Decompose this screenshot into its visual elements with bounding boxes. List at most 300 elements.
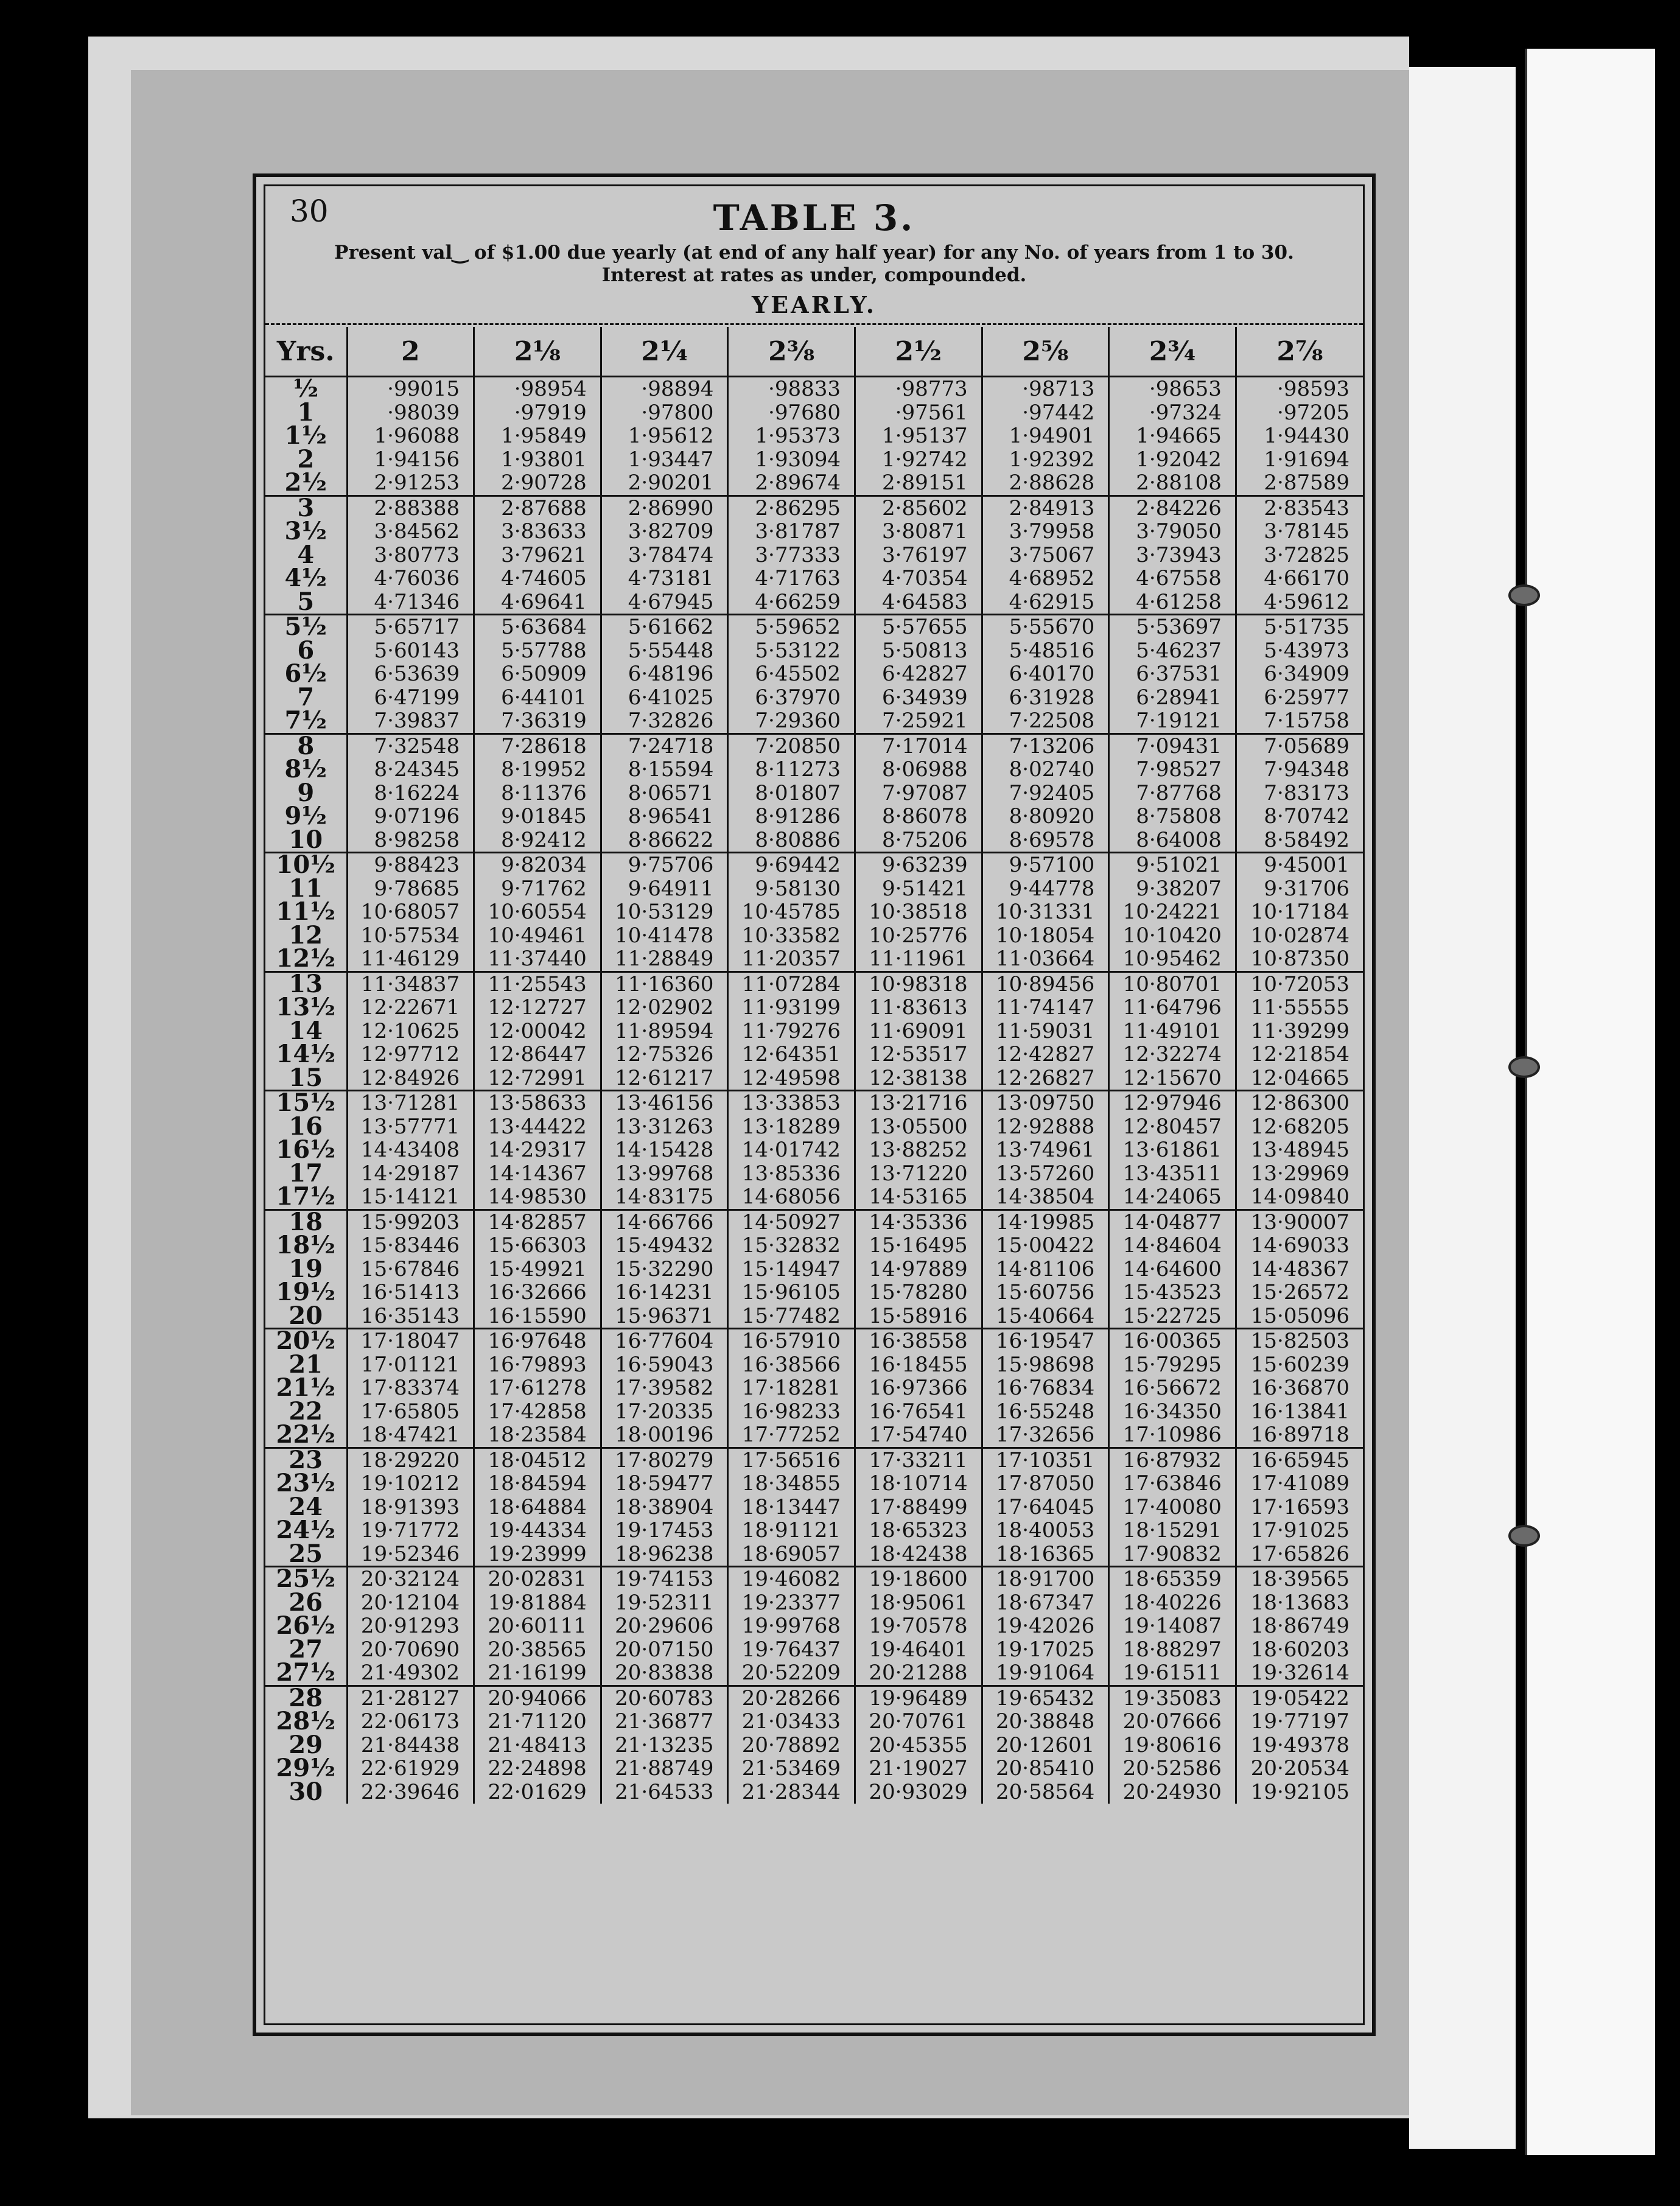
present-value: 2·86990 — [628, 495, 714, 520]
present-value: 16·57910 — [741, 1329, 841, 1353]
present-value: 19·49378 — [1250, 1732, 1349, 1757]
year-label: 19 — [289, 1254, 323, 1283]
rate-column-cell — [1109, 1686, 1236, 1804]
present-value: 15·60239 — [1250, 1352, 1349, 1377]
rate-column-cell — [347, 734, 474, 853]
years-cell — [265, 374, 347, 497]
present-value: 1·93094 — [755, 447, 841, 472]
rate-column-cell — [474, 1091, 601, 1210]
present-value: 16·87932 — [1122, 1448, 1222, 1472]
present-value: 7·36319 — [501, 709, 587, 733]
rate-column-cell — [347, 972, 474, 1091]
present-value: 15·96371 — [615, 1303, 714, 1328]
year-label: 14 — [289, 1016, 323, 1045]
present-value: 9·82034 — [501, 853, 587, 877]
present-value: 17·88499 — [869, 1494, 968, 1519]
rate-column-cell — [474, 972, 601, 1091]
rate-column-cell — [982, 1567, 1109, 1686]
rate-column-cell — [728, 377, 855, 496]
present-value: 11·83613 — [869, 995, 968, 1020]
present-value: 17·33211 — [869, 1448, 968, 1472]
present-value: 19·46401 — [869, 1637, 968, 1662]
present-value: 20·78892 — [741, 1732, 841, 1757]
present-value: 13·33853 — [741, 1091, 841, 1115]
present-value: 12·21854 — [1250, 1042, 1349, 1066]
present-value: 11·89594 — [615, 1018, 714, 1043]
rate-column-cell — [855, 1329, 982, 1448]
present-value: 19·14087 — [1122, 1614, 1222, 1638]
year-label: 7½ — [284, 706, 327, 735]
present-value: 18·00196 — [615, 1423, 714, 1447]
year-label: 27 — [289, 1634, 323, 1664]
present-value: 19·77197 — [1250, 1709, 1349, 1734]
rate-column-cell — [1236, 377, 1363, 496]
present-value: 1·94901 — [1009, 424, 1095, 448]
present-value: 1·95612 — [628, 424, 714, 448]
present-value: 2·89151 — [882, 471, 968, 495]
present-value: 1·92392 — [1009, 447, 1095, 472]
present-value: 16·77604 — [615, 1329, 714, 1353]
rate-column-cell — [601, 1329, 728, 1448]
present-value: 21·71120 — [488, 1709, 587, 1734]
present-value: 20·58564 — [996, 1779, 1095, 1804]
year-label: 22 — [289, 1396, 323, 1426]
present-value: 18·88297 — [1122, 1637, 1222, 1662]
year-label: 1½ — [284, 421, 327, 450]
present-value: 14·64600 — [1122, 1256, 1222, 1281]
present-value: 8·15594 — [628, 757, 714, 782]
year-label: 2½ — [284, 468, 327, 497]
year-label: 21½ — [276, 1373, 335, 1402]
rate-column-cell — [855, 1210, 982, 1329]
present-value: 9·64911 — [628, 876, 714, 901]
present-value: ·97561 — [895, 400, 968, 425]
present-value: 21·03433 — [741, 1709, 841, 1734]
years-cell — [265, 1445, 347, 1568]
present-value: 8·58492 — [1264, 827, 1349, 852]
present-value: 17·61278 — [488, 1376, 587, 1400]
table-subtitle-2: Interest at rates as under, compounded. — [601, 264, 1027, 286]
rate-column-cell — [347, 1210, 474, 1329]
year-label: 23 — [289, 1445, 323, 1474]
present-value: 13·88252 — [869, 1138, 968, 1162]
year-label: 23½ — [276, 1469, 335, 1497]
present-value: 9·31706 — [1264, 876, 1349, 901]
present-value: 17·87050 — [996, 1471, 1095, 1496]
present-value: 18·29220 — [360, 1448, 460, 1472]
rate-column-cell — [1109, 377, 1236, 496]
rate-column-cell — [1236, 734, 1363, 853]
rate-column-cell — [982, 1448, 1109, 1567]
present-value: 12·64351 — [741, 1042, 841, 1066]
present-value: ·98954 — [514, 377, 587, 401]
rate-column-cell — [474, 1329, 601, 1448]
present-value: 9·88423 — [374, 853, 460, 877]
present-value: 4·71763 — [755, 566, 841, 590]
rate-column-cell — [855, 1091, 982, 1210]
present-value: 15·78280 — [869, 1280, 968, 1304]
present-value: 13·99768 — [615, 1161, 714, 1186]
present-value: 15·32832 — [741, 1233, 841, 1258]
present-value: 16·32666 — [488, 1280, 587, 1304]
present-value: 8·06988 — [882, 757, 968, 782]
years-cell — [265, 731, 347, 854]
present-value: 10·25776 — [869, 923, 968, 948]
present-value: 7·22508 — [1009, 709, 1095, 733]
present-value: ·97324 — [1149, 400, 1222, 425]
rate-column-cell — [347, 1686, 474, 1804]
present-value: 19·92105 — [1250, 1779, 1349, 1804]
rate-column-cell — [347, 615, 474, 734]
rate-column-cell — [1109, 734, 1236, 853]
present-value: 13·46156 — [615, 1091, 714, 1115]
present-value: 18·64884 — [488, 1494, 587, 1519]
rate-column-cell — [855, 1448, 982, 1567]
present-value: 8·69578 — [1009, 827, 1095, 852]
present-value: 6·42827 — [882, 662, 968, 686]
present-value: 11·55555 — [1250, 995, 1349, 1020]
year-label: 6 — [297, 636, 315, 665]
present-value: 9·69442 — [755, 853, 841, 877]
rate-column-cell — [982, 377, 1109, 496]
present-value: 15·14121 — [360, 1185, 460, 1209]
year-label: 15 — [289, 1063, 323, 1092]
present-value: 11·20357 — [741, 947, 841, 971]
present-value: 14·01742 — [741, 1138, 841, 1162]
present-value: 3·75067 — [1009, 542, 1095, 567]
rate-column-cell — [1236, 615, 1363, 734]
present-value: 10·10420 — [1122, 923, 1222, 948]
present-value: 8·70742 — [1264, 804, 1349, 828]
present-value: 18·40226 — [1122, 1590, 1222, 1615]
rate-column-cell — [601, 377, 728, 496]
rate-column-cell — [474, 615, 601, 734]
present-value: 10·98318 — [869, 972, 968, 996]
rate-column-cell — [982, 972, 1109, 1091]
present-value: 3·82709 — [628, 519, 714, 544]
present-value: 16·38566 — [741, 1352, 841, 1377]
binding-ring-icon — [1508, 1525, 1540, 1547]
present-value: 17·54740 — [869, 1423, 968, 1447]
present-value: 1·93447 — [628, 447, 714, 472]
rate-column-cell — [728, 1448, 855, 1567]
rate-column-cell — [855, 377, 982, 496]
present-value: 7·13206 — [1009, 734, 1095, 758]
present-value: 8·91286 — [755, 804, 841, 828]
present-value: 17·32656 — [996, 1423, 1095, 1447]
present-value: 1·92042 — [1136, 447, 1222, 472]
year-label: 26½ — [276, 1611, 335, 1640]
present-value: 20·28266 — [741, 1686, 841, 1711]
present-value: 19·96489 — [869, 1686, 968, 1711]
present-value: 12·97946 — [1122, 1091, 1222, 1115]
present-value: 14·81106 — [996, 1256, 1095, 1281]
present-value: 7·92405 — [1009, 780, 1095, 805]
year-label: 26 — [289, 1588, 323, 1617]
present-value: 22·01629 — [488, 1779, 587, 1804]
present-value: ·98653 — [1149, 377, 1222, 401]
present-value: 5·59652 — [755, 615, 841, 639]
year-label: 10 — [289, 825, 323, 854]
year-label: 9 — [297, 778, 315, 807]
present-value: 11·59031 — [996, 1018, 1095, 1043]
present-value: 6·34909 — [1264, 662, 1349, 686]
present-value: 14·29317 — [488, 1138, 587, 1162]
rate-column-cell — [601, 1448, 728, 1567]
present-value: 8·11376 — [501, 780, 587, 805]
year-label: 29½ — [276, 1754, 335, 1782]
present-value: 12·22671 — [360, 995, 460, 1020]
present-value: 12·42827 — [996, 1042, 1095, 1066]
present-value: 13·48945 — [1250, 1138, 1349, 1162]
present-value: 19·80616 — [1122, 1732, 1222, 1757]
present-value: 9·44778 — [1009, 876, 1095, 901]
present-value: 16·18455 — [869, 1352, 968, 1377]
column-header: 2¾ — [1109, 327, 1236, 377]
year-label: 19½ — [276, 1278, 335, 1306]
present-value: 16·00365 — [1122, 1329, 1222, 1353]
year-label: 4 — [297, 540, 315, 569]
present-value: 11·03664 — [996, 947, 1095, 971]
year-label: 25 — [289, 1539, 323, 1568]
year-label: 20 — [289, 1301, 323, 1330]
rate-column-cell — [1236, 853, 1363, 972]
present-value: 11·07284 — [741, 972, 841, 996]
rate-column-cell — [601, 853, 728, 972]
present-value: 22·06173 — [360, 1709, 460, 1734]
present-value: 11·69091 — [869, 1018, 968, 1043]
present-value: 2·87688 — [501, 495, 587, 520]
present-value: 17·39582 — [615, 1376, 714, 1400]
present-value: 18·67347 — [996, 1590, 1095, 1615]
rate-column-cell — [982, 1329, 1109, 1448]
present-value: 20·52209 — [741, 1661, 841, 1685]
present-value: 8·86622 — [628, 827, 714, 852]
year-group-row — [265, 1210, 1363, 1329]
rate-column-cell — [474, 377, 601, 496]
present-value: 9·78685 — [374, 876, 460, 901]
present-value: 20·52586 — [1122, 1756, 1222, 1781]
rate-column-cell — [1109, 1448, 1236, 1567]
present-value: 20·91293 — [360, 1614, 460, 1638]
present-value: 5·53697 — [1136, 615, 1222, 639]
present-value: 4·62915 — [1009, 589, 1095, 614]
present-value: 8·24345 — [374, 757, 460, 782]
present-value: 3·77333 — [755, 542, 841, 567]
year-label: 3 — [297, 493, 315, 522]
present-value: 18·69057 — [741, 1541, 841, 1566]
present-value: 3·79050 — [1136, 519, 1222, 544]
present-value: 4·66170 — [1264, 566, 1349, 590]
years-cell — [265, 1207, 347, 1330]
present-value: 15·49921 — [488, 1256, 587, 1281]
present-value: 7·25921 — [882, 709, 968, 733]
present-value: 19·05422 — [1250, 1686, 1349, 1711]
present-value: 5·55670 — [1009, 615, 1095, 639]
year-label: 27½ — [276, 1658, 335, 1687]
present-value: 15·16495 — [869, 1233, 968, 1258]
present-value: 20·29606 — [615, 1614, 714, 1638]
present-value: 16·97366 — [869, 1376, 968, 1400]
present-value: 18·65359 — [1122, 1567, 1222, 1591]
present-value: 20·45355 — [869, 1732, 968, 1757]
binding-ring-icon — [1508, 584, 1540, 606]
year-label: 6½ — [284, 659, 327, 688]
present-value: 11·16360 — [615, 972, 714, 996]
page-number: 30 — [290, 194, 329, 229]
column-header: 2¼ — [601, 327, 728, 377]
present-value: 1·94665 — [1136, 424, 1222, 448]
rate-column-cell — [347, 1567, 474, 1686]
rate-column-cell — [1109, 615, 1236, 734]
present-value: 3·78474 — [628, 542, 714, 567]
present-value: 7·94348 — [1264, 757, 1349, 782]
present-value: 5·57788 — [501, 638, 587, 663]
present-value: 8·98258 — [374, 827, 460, 852]
rate-column-cell — [855, 972, 982, 1091]
present-value: 10·87350 — [1250, 947, 1349, 971]
present-value: 16·98233 — [741, 1399, 841, 1424]
year-label: 16 — [289, 1112, 323, 1141]
year-label: 1 — [297, 397, 315, 427]
present-value: ·97680 — [768, 400, 841, 425]
present-value: 11·46129 — [360, 947, 460, 971]
present-value: 16·14231 — [615, 1280, 714, 1304]
present-value: 11·74147 — [996, 995, 1095, 1020]
present-value: 10·02874 — [1250, 923, 1349, 948]
present-value: 12·02902 — [615, 995, 714, 1020]
rate-column-cell — [601, 615, 728, 734]
year-label: 17½ — [276, 1182, 335, 1211]
present-value: 12·04665 — [1250, 1065, 1349, 1090]
present-value: 10·72053 — [1250, 972, 1349, 996]
present-value: 11·49101 — [1122, 1018, 1222, 1043]
present-value: 21·88749 — [615, 1756, 714, 1781]
present-value: 1·92742 — [882, 447, 968, 472]
present-value: 2·84913 — [1009, 495, 1095, 520]
present-value: 19·76437 — [741, 1637, 841, 1662]
rate-column-cell — [347, 1091, 474, 1210]
present-value: 14·69033 — [1250, 1233, 1349, 1258]
present-value: 4·74605 — [501, 566, 587, 590]
present-value: 19·23377 — [741, 1590, 841, 1615]
present-value: 21·53469 — [741, 1756, 841, 1781]
years-cell — [265, 612, 347, 735]
present-value: 1·93801 — [501, 447, 587, 472]
present-value: 11·28849 — [615, 947, 714, 971]
present-value: 1·95849 — [501, 424, 587, 448]
rate-column-cell — [855, 495, 982, 615]
present-value: 16·38558 — [869, 1329, 968, 1353]
present-value: 10·31331 — [996, 900, 1095, 924]
rate-column-cell — [1236, 972, 1363, 1091]
present-value: 7·09431 — [1136, 734, 1222, 758]
present-value: 8·92412 — [501, 827, 587, 852]
present-value: 2·90201 — [628, 471, 714, 495]
dashed-rule — [265, 323, 1363, 325]
year-group-row — [265, 1091, 1363, 1210]
present-value: 14·09840 — [1250, 1185, 1349, 1209]
present-value: 10·60554 — [488, 900, 587, 924]
present-value: 17·63846 — [1122, 1471, 1222, 1496]
present-value: 9·57100 — [1009, 853, 1095, 877]
present-value: 9·63239 — [882, 853, 968, 877]
adjacent-page-edge — [1409, 67, 1516, 2149]
present-value: 3·83633 — [501, 519, 587, 544]
rate-column-cell — [347, 1448, 474, 1567]
present-value: 11·64796 — [1122, 995, 1222, 1020]
years-cell — [265, 1088, 347, 1211]
present-value: 21·19027 — [869, 1756, 968, 1781]
present-value: 16·34350 — [1122, 1399, 1222, 1424]
present-value: 9·01845 — [501, 804, 587, 828]
year-label: 11 — [289, 874, 323, 903]
year-group-row — [265, 377, 1363, 496]
present-value: 1·94430 — [1264, 424, 1349, 448]
present-value: 19·23999 — [488, 1541, 587, 1566]
present-value: 3·72825 — [1264, 542, 1349, 567]
year-label: ½ — [293, 374, 319, 403]
present-value: 6·34939 — [882, 685, 968, 710]
present-value: 2·90728 — [501, 471, 587, 495]
present-value: 10·57534 — [360, 923, 460, 948]
present-value: 16·19547 — [996, 1329, 1095, 1353]
present-value: 17·41089 — [1250, 1471, 1349, 1496]
present-value: 10·38518 — [869, 900, 968, 924]
present-value: 15·26572 — [1250, 1280, 1349, 1304]
present-value: 6·41025 — [628, 685, 714, 710]
present-value: 4·76036 — [374, 566, 460, 590]
present-value: 13·58633 — [488, 1091, 587, 1115]
rate-column-cell — [474, 853, 601, 972]
rate-column-cell — [982, 1686, 1109, 1804]
present-value: 4·67945 — [628, 589, 714, 614]
present-value: 17·65805 — [360, 1399, 460, 1424]
present-value: 13·43511 — [1122, 1161, 1222, 1186]
rate-column-cell — [474, 1448, 601, 1567]
present-value: 21·13235 — [615, 1732, 714, 1757]
present-value: 7·15758 — [1264, 709, 1349, 733]
present-value: 7·05689 — [1264, 734, 1349, 758]
present-value: 4·64583 — [882, 589, 968, 614]
present-value: ·97205 — [1277, 400, 1349, 425]
present-value: 18·04512 — [488, 1448, 587, 1472]
present-value: 16·65945 — [1250, 1448, 1349, 1472]
rate-column-cell — [1236, 1567, 1363, 1686]
present-value: 9·51021 — [1136, 853, 1222, 877]
present-value: 8·16224 — [374, 780, 460, 805]
present-value: 7·32548 — [374, 734, 460, 758]
rate-column-cell — [347, 495, 474, 615]
present-value: 15·32290 — [615, 1256, 714, 1281]
year-label: 25½ — [276, 1564, 335, 1593]
rate-column-cell — [855, 1686, 982, 1804]
column-header: 2⅞ — [1236, 327, 1363, 377]
rate-column-cell — [474, 1210, 601, 1329]
present-value: 14·29187 — [360, 1161, 460, 1186]
present-value: 7·20850 — [755, 734, 841, 758]
present-value: 18·13447 — [741, 1494, 841, 1519]
present-value: 14·04877 — [1122, 1210, 1222, 1234]
years-cell — [265, 495, 347, 615]
rate-column-cell — [1109, 972, 1236, 1091]
present-value: 7·29360 — [755, 709, 841, 733]
rate-column-cell — [728, 495, 855, 615]
present-value: 20·02831 — [488, 1567, 587, 1591]
present-value: 20·12104 — [360, 1590, 460, 1615]
present-value: 15·60756 — [996, 1280, 1095, 1304]
present-value: 17·01121 — [360, 1352, 460, 1377]
